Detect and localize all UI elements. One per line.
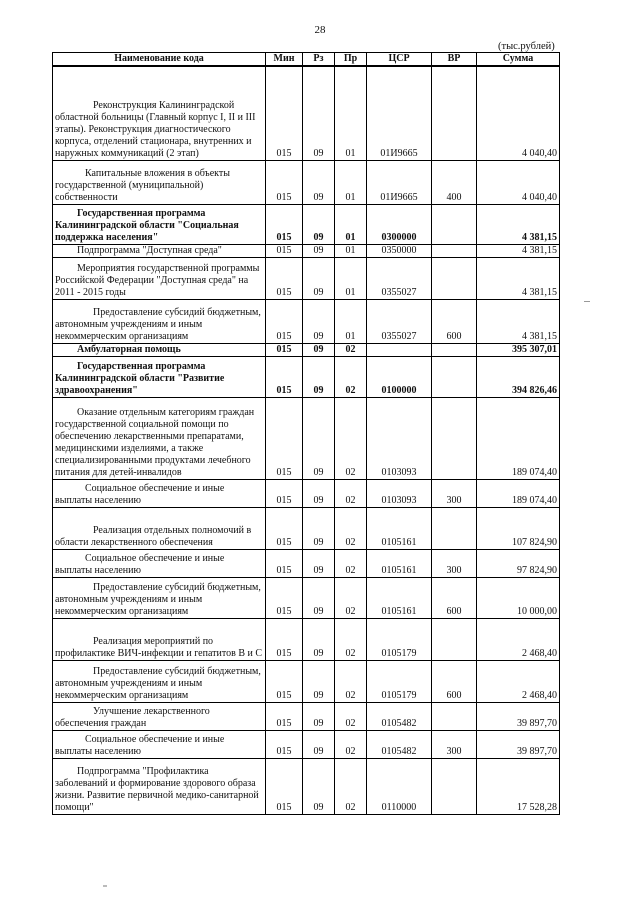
table-row [53, 257, 560, 299]
row-sum: 10 000,00 [477, 577, 560, 618]
row-sum: 2 468,40 [477, 618, 560, 660]
row-name: Реализация мероприятий по профилактике ВИЧ-инфекции и гепатитов B и C [53, 618, 266, 660]
row-rz: 09 [303, 507, 335, 549]
row-pr: 02 [335, 507, 367, 549]
row-min: 015 [266, 618, 303, 660]
row-rz: 09 [303, 618, 335, 660]
row-vr [432, 507, 477, 549]
row-sum: 4 381,15 [477, 299, 560, 343]
row-pr: 02 [335, 577, 367, 618]
row-min: 015 [266, 160, 303, 204]
row-pr: 02 [335, 618, 367, 660]
row-pr: 01 [335, 299, 367, 343]
row-sum: 107 824,90 [477, 507, 560, 549]
table-row [53, 730, 560, 758]
row-min: 015 [266, 257, 303, 299]
row-sum: 4 040,40 [477, 160, 560, 204]
row-csr: 01И9665 [367, 66, 432, 160]
row-name: Социальное обеспечение и иные выплаты населению [53, 549, 266, 577]
row-sum: 4 381,15 [477, 204, 560, 244]
table-row [53, 244, 560, 257]
page-number: 28 [314, 24, 326, 36]
row-csr: 0105482 [367, 730, 432, 758]
row-name: Улучшение лекарственного обеспечения граждан [53, 702, 266, 730]
row-pr: 02 [335, 549, 367, 577]
row-sum: 39 897,70 [477, 702, 560, 730]
row-csr: 01И9665 [367, 160, 432, 204]
row-pr: 02 [335, 397, 367, 479]
row-rz: 09 [303, 343, 335, 356]
row-min: 015 [266, 204, 303, 244]
row-vr [432, 702, 477, 730]
row-vr [432, 66, 477, 160]
row-min: 015 [266, 397, 303, 479]
column-header-pr: Пр [335, 53, 367, 67]
row-name: Амбулаторная помощь [53, 343, 266, 356]
table-row [53, 618, 560, 660]
table-row [53, 660, 560, 702]
row-name: Капитальные вложения в объекты государственной (муниципальной) собственности [53, 160, 266, 204]
row-csr: 0103093 [367, 479, 432, 507]
row-min: 015 [266, 577, 303, 618]
row-min: 015 [266, 660, 303, 702]
row-sum: 189 074,40 [477, 479, 560, 507]
row-rz: 09 [303, 160, 335, 204]
row-name: Социальное обеспечение и иные выплаты населению [53, 730, 266, 758]
row-name: Оказание отдельным категориям граждан государственной социальной помощи по обеспечению лекарственными препаратами, медицинскими изделиями, а также специализированными продуктами лечебного питания для детей-инвалидов [53, 397, 266, 479]
row-csr: 0110000 [367, 758, 432, 814]
row-name: Мероприятия государственной программы Российской Федерации "Доступная среда" на 2011 - 2015 годы [53, 257, 266, 299]
row-csr: 0355027 [367, 257, 432, 299]
row-csr: 0105179 [367, 618, 432, 660]
column-header-sum: Сумма [477, 53, 560, 67]
table-row [53, 160, 560, 204]
budget-table [52, 52, 560, 815]
row-rz: 09 [303, 660, 335, 702]
row-sum: 17 528,28 [477, 758, 560, 814]
row-vr [432, 618, 477, 660]
scan-speck [103, 885, 107, 887]
row-pr: 01 [335, 160, 367, 204]
row-min: 015 [266, 244, 303, 257]
row-vr [432, 257, 477, 299]
row-sum: 4 381,15 [477, 257, 560, 299]
table-header-row [53, 53, 560, 67]
table-row [53, 507, 560, 549]
table-row [53, 343, 560, 356]
column-header-name: Наименование кода [53, 53, 266, 67]
row-sum: 394 826,46 [477, 356, 560, 397]
row-name: Реконструкция Калининградской областной больницы (Главный корпус I, II и III этапы). Реконструкция диагностического корпуса, отделений стационара, внутренних и наружных коммуникаций (2 этап) [53, 66, 266, 160]
row-pr: 02 [335, 758, 367, 814]
row-name: Государственная программа Калининградской области "Развитие здравоохранения" [53, 356, 266, 397]
row-vr [432, 204, 477, 244]
row-pr: 02 [335, 660, 367, 702]
row-pr: 01 [335, 66, 367, 160]
column-header-vr: ВР [432, 53, 477, 67]
row-csr: 0350000 [367, 244, 432, 257]
table-row [53, 204, 560, 244]
row-min: 015 [266, 758, 303, 814]
row-rz: 09 [303, 549, 335, 577]
row-min: 015 [266, 507, 303, 549]
row-csr: 0103093 [367, 397, 432, 479]
row-vr: 300 [432, 549, 477, 577]
table-row [53, 66, 560, 160]
row-rz: 09 [303, 577, 335, 618]
row-csr: 0105482 [367, 702, 432, 730]
column-header-csr: ЦСР [367, 53, 432, 67]
units-label: (тыс.рублей) [498, 41, 555, 52]
row-rz: 09 [303, 356, 335, 397]
table-row [53, 577, 560, 618]
row-pr: 01 [335, 204, 367, 244]
row-vr: 600 [432, 577, 477, 618]
row-rz: 09 [303, 730, 335, 758]
row-rz: 09 [303, 66, 335, 160]
row-sum: 395 307,01 [477, 343, 560, 356]
row-rz: 09 [303, 397, 335, 479]
row-csr: 0105161 [367, 577, 432, 618]
row-pr: 02 [335, 730, 367, 758]
row-min: 015 [266, 479, 303, 507]
row-vr [432, 758, 477, 814]
row-csr: 0105161 [367, 507, 432, 549]
row-name: Государственная программа Калининградской области "Социальная поддержка населения" [53, 204, 266, 244]
table-row [53, 479, 560, 507]
row-rz: 09 [303, 702, 335, 730]
row-csr: 0300000 [367, 204, 432, 244]
row-rz: 09 [303, 758, 335, 814]
table-row [53, 549, 560, 577]
row-rz: 09 [303, 204, 335, 244]
row-name: Реализация отдельных полномочий в области лекарственного обеспечения [53, 507, 266, 549]
row-sum: 4 040,40 [477, 66, 560, 160]
row-rz: 09 [303, 299, 335, 343]
row-name: Предоставление субсидий бюджетным, автономным учреждениям и иным некоммерческим организациям [53, 660, 266, 702]
row-rz: 09 [303, 479, 335, 507]
row-sum: 39 897,70 [477, 730, 560, 758]
row-name: Подпрограмма "Профилактика заболеваний и формирование здорового образа жизни. Развитие первичной медико-санитарной помощи" [53, 758, 266, 814]
column-header-min: Мин [266, 53, 303, 67]
row-csr: 0100000 [367, 356, 432, 397]
table-row [53, 397, 560, 479]
row-pr: 02 [335, 702, 367, 730]
row-min: 015 [266, 343, 303, 356]
row-name: Социальное обеспечение и иные выплаты населению [53, 479, 266, 507]
row-pr: 01 [335, 244, 367, 257]
row-vr: 300 [432, 479, 477, 507]
row-vr: 400 [432, 160, 477, 204]
table-row [53, 758, 560, 814]
row-vr: 600 [432, 660, 477, 702]
row-vr [432, 343, 477, 356]
row-vr [432, 356, 477, 397]
row-sum: 97 824,90 [477, 549, 560, 577]
row-csr: 0105161 [367, 549, 432, 577]
row-csr: 0355027 [367, 299, 432, 343]
row-pr: 01 [335, 257, 367, 299]
row-min: 015 [266, 66, 303, 160]
row-min: 015 [266, 702, 303, 730]
margin-dash-mark [584, 301, 590, 302]
row-min: 015 [266, 730, 303, 758]
row-vr: 300 [432, 730, 477, 758]
table-row [53, 702, 560, 730]
row-csr: 0105179 [367, 660, 432, 702]
table-row [53, 356, 560, 397]
row-vr [432, 397, 477, 479]
row-pr: 02 [335, 356, 367, 397]
row-min: 015 [266, 549, 303, 577]
row-name: Предоставление субсидий бюджетным, автономным учреждениям и иным некоммерческим организациям [53, 299, 266, 343]
row-name: Предоставление субсидий бюджетным, автономным учреждениям и иным некоммерческим организациям [53, 577, 266, 618]
row-sum: 2 468,40 [477, 660, 560, 702]
row-min: 015 [266, 356, 303, 397]
row-pr: 02 [335, 479, 367, 507]
row-csr [367, 343, 432, 356]
row-sum: 189 074,40 [477, 397, 560, 479]
row-rz: 09 [303, 257, 335, 299]
row-vr: 600 [432, 299, 477, 343]
table-row [53, 299, 560, 343]
column-header-rz: Рз [303, 53, 335, 67]
row-sum: 4 381,15 [477, 244, 560, 257]
row-vr [432, 244, 477, 257]
row-min: 015 [266, 299, 303, 343]
row-pr: 02 [335, 343, 367, 356]
row-name: Подпрограмма "Доступная среда" [53, 244, 266, 257]
row-rz: 09 [303, 244, 335, 257]
